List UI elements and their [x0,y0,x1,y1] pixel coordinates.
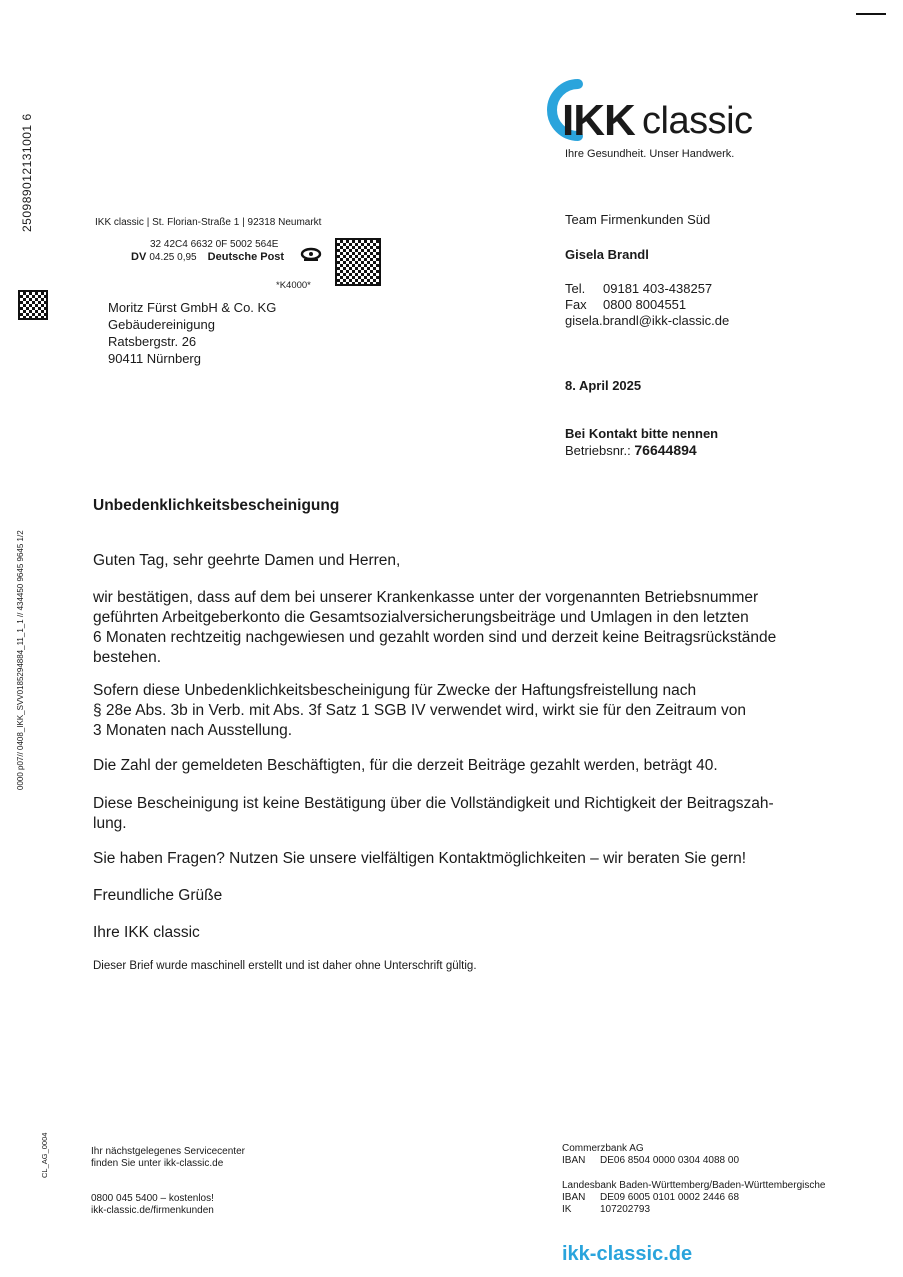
paragraph-disclaimer [93,794,774,834]
margin-qr-code [18,290,48,320]
paragraph-line: § 28e Abs. 3b in Verb. mit Abs. 3f Satz 1 SGB IV verwendet wird, wirkt sie für den Zeitraum von [93,702,747,719]
iban-label: IBAN [562,1155,586,1166]
contact-name: Gisela Brandl [565,247,649,262]
paragraph-line: bestehen. [93,649,162,666]
contact-fax-row [565,297,686,312]
sender-street: St. Florian-Straße 1 [152,217,240,228]
paragraph-confirmation [93,588,776,668]
letter-closing: Freundliche Grüße [93,887,223,904]
margin-form-code: CL_AG_0004 [40,1132,49,1178]
reference-value: 76644894 [634,442,697,458]
iban-label: IBAN [562,1192,586,1203]
paragraph-line: Diese Bescheinigung ist keine Bestätigung über die Vollständigkeit und Richtigkeit der Beitragszah- [93,795,774,812]
footer-web: ikk-classic.de/firmenkunden [91,1205,214,1216]
fax-number: 0800 8004551 [603,297,687,312]
letter-date: 8. April 2025 [565,378,642,393]
footer-service [91,1146,245,1170]
postage-dv-row [131,251,284,263]
sender-line: IKK classic | St. Florian-Straße 1 | 92318 Neumarkt [95,217,322,228]
reference-row [565,442,697,458]
footer-bank-2 [562,1180,825,1216]
contact-phone-row [565,281,712,296]
footer-website: ikk-classic.de [562,1243,693,1265]
postage-dv-label: DV [131,251,147,263]
posthorn-icon [300,247,322,263]
iban-value: DE09 6005 0101 0002 2446 68 [600,1192,740,1203]
letter-signature: Ihre IKK classic [93,924,200,941]
footer-service-line: Ihr nächstgelegenes Servicecenter [91,1146,245,1157]
logo-tagline: Ihre Gesundheit. Unser Handwerk. [565,148,735,160]
footer-contact [91,1193,214,1217]
footer-service-line: finden Sie unter ikk-classic.de [91,1158,224,1169]
letter-subject: Unbedenklichkeitsbescheinigung [93,497,340,514]
recipient-line: 90411 Nürnberg [108,351,201,366]
paragraph-questions: Sie haben Fragen? Nutzen Sie unsere vielfältigen Kontaktmöglichkeiten – wir beraten Sie gern! [93,850,747,867]
postage-code: 32 42C4 6632 0F 5002 564E [150,239,279,250]
ik-label: IK [562,1204,572,1215]
fold-mark [856,13,886,15]
reference-note: Bei Kontakt bitte nennen [565,426,719,441]
recipient-line: Gebäudereinigung [108,317,215,332]
paragraph-line: Sofern diese Unbedenklichkeitsbescheinigung für Zwecke der Haftungsfreistellung nach [93,682,697,699]
postage-dv-values: 04.25 0,95 [149,252,197,263]
recipient-address [108,299,276,367]
tel-label: Tel. [565,281,586,296]
footer-phone: 0800 045 5400 – kostenlos! [91,1193,214,1204]
paragraph-line: wir bestätigen, dass auf dem bei unserer Krankenkasse unter der vorgenannten Betriebsnummer [93,589,759,606]
contact-team: Team Firmenkunden Süd [565,212,711,227]
ik-value: 107202793 [600,1204,651,1215]
footer-bank-1 [562,1143,739,1167]
recipient-line: Ratsbergstr. 26 [108,334,197,349]
letter-greeting: Guten Tag, sehr geehrte Damen und Herren, [93,552,401,569]
postage-matrix-code [335,238,381,286]
paragraph-line: lung. [93,815,127,832]
postage-carrier: Deutsche Post [207,251,285,263]
margin-doc-number: 250989012131001 6 [20,113,34,232]
sender-org: IKK classic [95,217,144,228]
fax-label: Fax [565,297,587,312]
reference-label: Betriebsnr.: [565,443,631,458]
paragraph-liability [93,681,746,741]
iban-value: DE06 8504 0000 0304 4088 00 [600,1155,740,1166]
logo-suffix: classic [642,100,753,142]
bank-name: Landesbank Baden-Württemberg/Baden-Württembergische [562,1180,826,1191]
paragraph-line: 6 Monaten rechtzeitig nachgewiesen und gezahlt worden sind und derzeit keine Beitragsrückstände [93,629,777,646]
sender-city: 92318 Neumarkt [247,217,322,228]
bank-name: Commerzbank AG [562,1143,644,1154]
postage-routing: *K4000* [276,280,311,291]
paragraph-employees: Die Zahl der gemeldeten Beschäftigten, für die derzeit Beiträge gezahlt werden, beträgt 40. [93,757,718,774]
machine-note: Dieser Brief wurde maschinell erstellt und ist daher ohne Unterschrift gültig. [93,960,477,972]
paragraph-line: geführten Arbeitgeberkonto die Gesamtsozialversicherungsbeiträge und Umlagen in den letzten [93,609,749,626]
margin-print-code: 0000 p07// 0408_IKK_SVV0185294884_11_1_1 // 434450 9645 9645 1/2 [16,530,25,790]
ikk-logo [538,76,768,146]
contact-email: gisela.brandl@ikk-classic.de [565,313,730,328]
paragraph-line: 3 Monaten nach Ausstellung. [93,722,293,739]
recipient-line: Moritz Fürst GmbH & Co. KG [108,300,277,315]
tel-number: 09181 403-438257 [603,281,713,296]
logo-text: IKK [562,96,635,145]
